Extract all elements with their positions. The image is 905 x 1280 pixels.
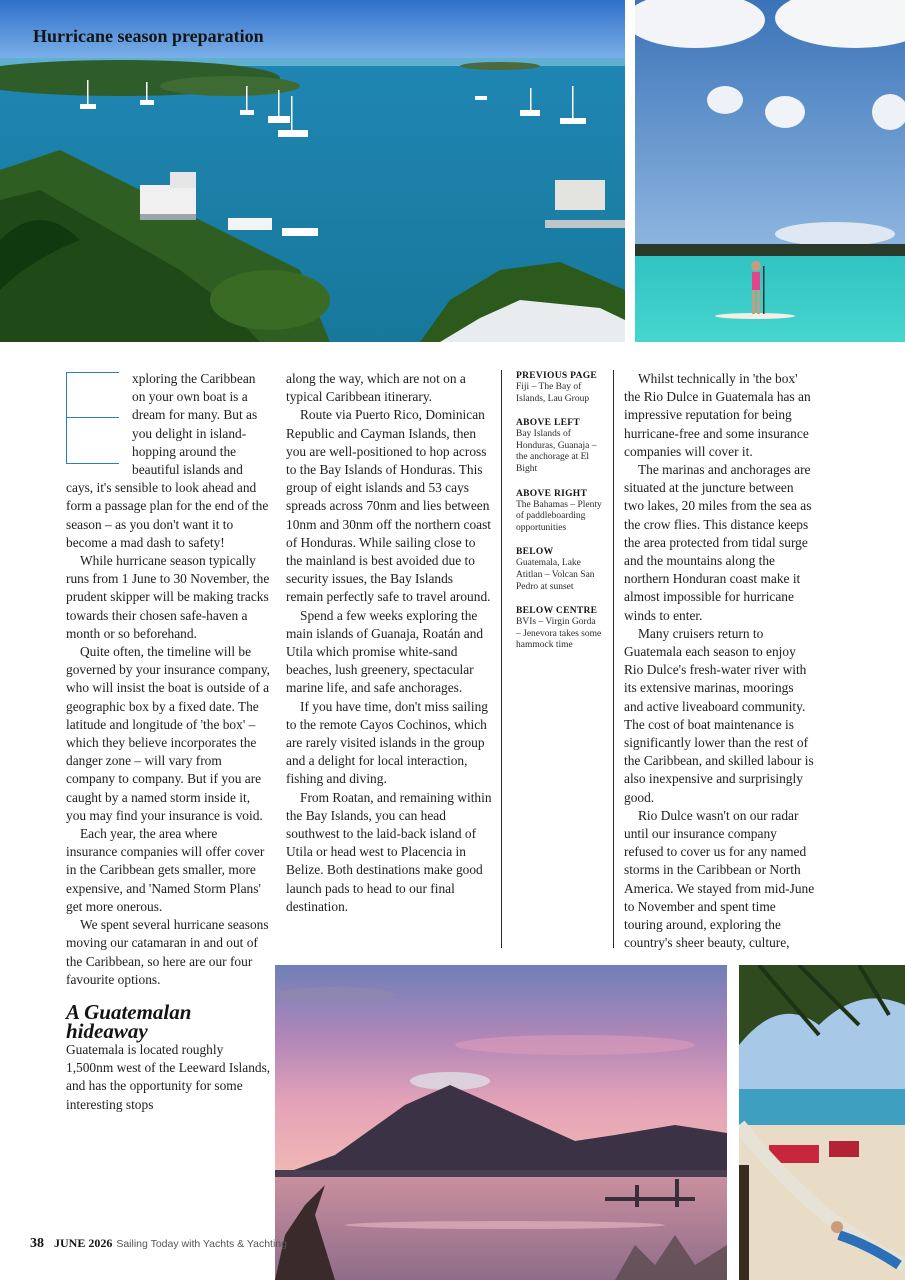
article-column-1	[66, 370, 271, 1114]
photo-honduras-anchorage	[0, 0, 625, 342]
caption-text: The Bahamas – Plenty of paddleboarding opportunities	[516, 499, 602, 533]
paragraph: along the way, which are not on a typical Caribbean itinerary.	[286, 371, 466, 405]
photo-lake-atitlan-volcano	[275, 965, 727, 1280]
photo-captions	[516, 370, 602, 664]
column-rule	[613, 370, 614, 948]
paragraph: Quite often, the timeline will be governed by your insurance company, who will insist the boat is outside of a geographic box by a fixed date. The latitude and longitude of 'the box' – which they believe incorporates the danger zone – will vary from company to company. But if you are caught by a named storm inside it, you may find your insurance is void.	[66, 644, 271, 823]
paragraph: We spent several hurricane seasons moving our catamaran in and out of the Caribbean, so here are our four favourite options.	[66, 917, 269, 987]
drop-cap-e	[66, 372, 118, 464]
paragraph: Each year, the area where insurance companies will offer cover in the Caribbean gets smaller, more expensive, and 'Named Storm Plans' get more onerous.	[66, 826, 265, 914]
paragraph: Whilst technically in 'the box' the Rio Dulce in Guatemala has an impressive reputation for being hurricane-free and some insurance companies will cover it.	[624, 371, 811, 459]
column-rule	[501, 370, 502, 948]
article-column-4	[624, 370, 816, 953]
paragraph: The marinas and anchorages are situated at the juncture between two lakes, 20 miles from the sea as the crow flies. This distance keeps the area protected from tidal surge and the mountains along the northern Honduran coast make it almost impossible for hurricane winds to enter.	[624, 462, 812, 623]
subheading: A Guatemalan hideaway	[66, 999, 192, 1043]
caption-text: Fiji – The Bay of Islands, Lau Group	[516, 382, 590, 404]
article-column-2	[286, 370, 492, 916]
paragraph: While hurricane season typically runs from 1 June to 30 November, the prudent skipper will be making tracks towards their chosen safe-haven a month or so beforehand.	[66, 553, 270, 641]
caption-heading: PREVIOUS PAGE	[516, 371, 598, 381]
section-title: Hurricane season preparation	[33, 26, 264, 46]
photo-bahamas-paddleboard	[635, 0, 905, 342]
issue-date: JUNE 2026	[54, 1236, 113, 1250]
caption-heading: BELOW	[516, 547, 554, 558]
paragraph: From Roatan, and remaining within the Bay Islands, you can head southwest to the laid-back island of Utila or head west to Placencia in Belize. Both destinations make good launch pads to head to our final destination.	[286, 789, 492, 914]
page-number: 38	[30, 1236, 44, 1251]
paragraph: Spend a few weeks exploring the main islands of Guanaja, Roatán and Utila which promise white-sand beaches, lush greenery, spectacular marine life, and safe anchorages.	[286, 607, 484, 696]
caption-text: Bay Islands of Honduras, Guanaja – the anchorage at El Bight	[516, 429, 597, 474]
caption-text: BVIs – Virgin Gorda – Jenevora takes some hammock time	[516, 617, 602, 651]
caption-above-left	[516, 417, 602, 475]
paragraph: Rio Dulce wasn't on our radar until our insurance company refused to cover us for any named storms in the Caribbean or North America. We stayed from mid-June to November and spent time touring around, exploring the country's sheer beauty, culture,	[624, 807, 815, 951]
caption-heading: ABOVE RIGHT	[516, 488, 588, 499]
caption-heading: BELOW CENTRE	[516, 606, 598, 617]
page-footer	[30, 1236, 287, 1252]
paragraph: Route via Puerto Rico, Dominican Republic and Cayman Islands, then you are well-positioned to hop across to the Bay Islands of Honduras. This group of eight islands and 53 cays spreads across 70nm and lies between 10nm and 30nm off the northern coast of Honduras. While sailing close to the mainland is best avoided due to security issues, the Bay Islands remain perfectly safe to travel around.	[286, 407, 492, 605]
paragraph: If you have time, don't miss sailing to the remote Cayos Cochinos, which are rarely visited islands in the group and a delight for local interaction, fishing and diving.	[286, 698, 488, 787]
photo-virgin-gorda-hammock	[739, 965, 905, 1280]
paragraph-intro: xploring the Caribbean on your own boat is a dream for many. But as you delight in island-hopping around the beautiful islands and cays, it's sensible to look ahead and form a passage plan for the end of the season – as you don't want it to become a mad dash to safety!	[66, 371, 269, 550]
paragraph: Guatemala is located roughly 1,500nm west of the Leeward Islands, and has the opportunity for some interesting stops	[66, 1041, 271, 1112]
caption-below	[516, 546, 602, 593]
caption-above-right	[516, 488, 602, 535]
caption-previous-page	[516, 370, 602, 405]
caption-below-centre	[516, 605, 602, 652]
paragraph: Many cruisers return to Guatemala each season to enjoy Rio Dulce's fresh-water river with its extensive marinas, moorings and active liveaboard community. The cost of boat maintenance is significantly lower than the rest of the Caribbean, and skilled labour is also inexpensive and surprisingly good.	[624, 625, 814, 805]
magazine-name: Sailing Today with Yachts & Yachting	[116, 1238, 287, 1250]
caption-heading: ABOVE LEFT	[516, 418, 580, 429]
caption-text: Guatemala, Lake Atitlan – Volcan San Pedro at sunset	[516, 558, 595, 592]
